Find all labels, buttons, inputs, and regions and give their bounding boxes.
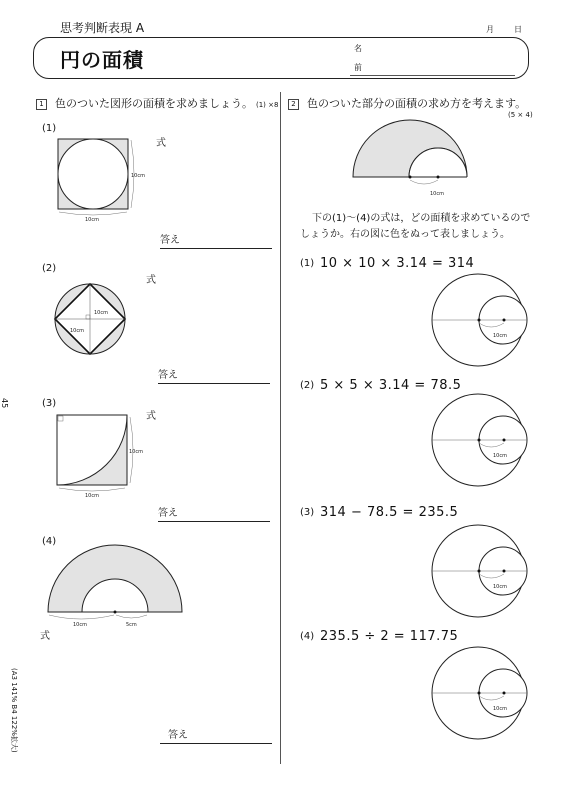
month-label: 月 xyxy=(486,25,494,34)
q2-item4-label: (4) xyxy=(300,631,315,642)
day-label: 日 xyxy=(514,25,522,34)
page-number: 45 xyxy=(0,398,9,409)
dim-side: 10cm xyxy=(131,173,145,179)
dim-label: 10cm xyxy=(493,453,507,459)
q1-part4-formula-label: 式 xyxy=(40,631,50,642)
q1-part2-figure xyxy=(53,282,133,362)
q1-points: (1) ×8 xyxy=(256,101,279,109)
q2-points: (5 × 4) xyxy=(508,111,533,119)
q1-part4-answer-label: 答え xyxy=(168,730,188,741)
circle-shape xyxy=(58,139,128,209)
q1-part3-answer-label: 答え xyxy=(158,508,178,519)
dim-inner: 5cm xyxy=(126,622,137,628)
q1-part2-label: (2) xyxy=(42,263,57,274)
q1-part1-formula-label: 式 xyxy=(156,138,166,149)
q1-part3-answer-line[interactable] xyxy=(158,521,270,522)
print-scale-note: (A3 141% B4 122%拡大) xyxy=(10,668,18,753)
column-divider xyxy=(280,92,281,764)
q2-item1-label: (1) xyxy=(300,258,315,269)
dim-label: 10cm xyxy=(430,191,444,197)
q2-prompt-line-2: しょうか。右の図に色をぬって表しましょう。 xyxy=(300,229,510,240)
dim-bottom: 10cm xyxy=(85,493,99,499)
q1-part1-answer-line[interactable] xyxy=(160,248,272,249)
q1-part4-answer-line[interactable] xyxy=(160,743,272,744)
q2-reference-figure xyxy=(350,118,470,198)
dim-outer: 10cm xyxy=(73,622,87,628)
q1-part3-formula-label: 式 xyxy=(146,411,156,422)
q1-part1-answer-label: 答え xyxy=(160,235,180,246)
q1-part3-label: (3) xyxy=(42,398,57,409)
q2-item4-figure[interactable] xyxy=(428,647,528,747)
dim-label: 10cm xyxy=(493,706,507,712)
q2-number: 2 xyxy=(288,99,299,110)
q2-item2-expression: 5 × 5 × 3.14 = 78.5 xyxy=(320,378,462,393)
q2-item1-figure[interactable] xyxy=(428,274,528,374)
q1-part2-answer-label: 答え xyxy=(158,370,178,381)
q1-part4-figure xyxy=(45,543,185,633)
q2-item3-expression: 314 − 78.5 = 235.5 xyxy=(320,505,459,520)
q1-part4-label: (4) xyxy=(42,536,57,547)
name-field-line[interactable] xyxy=(350,75,515,76)
q1-part1-label: (1) xyxy=(42,123,57,134)
q1-part3-figure xyxy=(55,413,143,499)
q2-instruction: 2 色のついた部分の面積の求め方を考えます。 xyxy=(288,98,526,110)
semi-annulus-shape xyxy=(48,545,182,612)
q1-part2-answer-line[interactable] xyxy=(158,383,270,384)
dim-label: 10cm xyxy=(493,333,507,339)
q2-item3-figure[interactable] xyxy=(428,525,528,625)
q2-item2-figure[interactable] xyxy=(428,394,528,494)
dim-horizontal: 10cm xyxy=(70,328,84,334)
dim-side: 10cm xyxy=(129,449,143,455)
q2-item3-label: (3) xyxy=(300,507,315,518)
q2-prompt-line-1: 下の(1)～(4)の式は，どの面積を求めているので xyxy=(312,213,531,224)
q1-instruction: 1 色のついた図形の面積を求めましょう。 (1) ×8 xyxy=(36,98,278,110)
q1-part2-formula-label: 式 xyxy=(146,275,156,286)
name-label-top: 名 xyxy=(354,44,362,53)
q2-item4-expression: 235.5 ÷ 2 = 117.75 xyxy=(320,629,459,644)
name-label-bottom: 前 xyxy=(354,63,362,72)
q1-number: 1 xyxy=(36,99,47,110)
page-title: 円の面積 xyxy=(60,48,144,72)
dim-bottom: 10cm xyxy=(85,217,99,223)
worksheet-category: 思考判断表現 A xyxy=(60,21,145,35)
q2-item2-label: (2) xyxy=(300,380,315,391)
dim-vertical: 10cm xyxy=(94,310,108,316)
q1-part1-figure xyxy=(55,136,145,223)
dim-label: 10cm xyxy=(493,584,507,590)
q2-item1-expression: 10 × 10 × 3.14 = 314 xyxy=(320,256,475,271)
